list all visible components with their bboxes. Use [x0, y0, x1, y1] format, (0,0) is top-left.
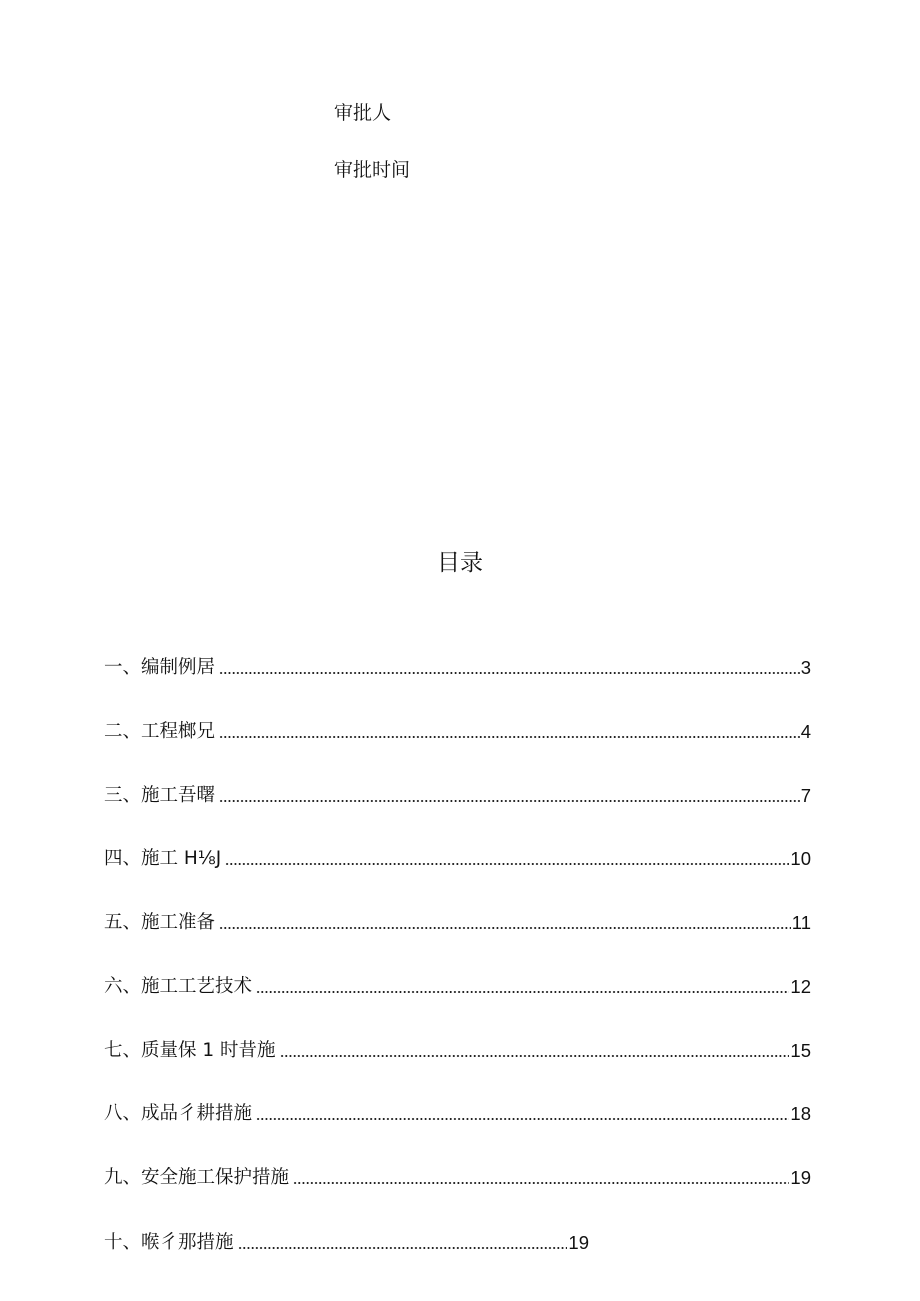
toc-entry-label: 六、施工工艺技术	[104, 976, 253, 997]
toc-entry-2[interactable]	[104, 719, 811, 745]
toc-dot-leader	[256, 990, 789, 994]
toc-entry-label: 三、施工吾曙	[104, 785, 216, 806]
toc-entry-7[interactable]	[104, 1038, 811, 1064]
toc-dot-leader	[219, 671, 800, 675]
toc-entry-10[interactable]	[104, 1230, 589, 1256]
toc-page-number: 10	[790, 848, 811, 869]
toc-page-number: 12	[790, 976, 811, 997]
toc-entry-1[interactable]	[104, 655, 811, 681]
approval-time-label: 审批时间	[334, 159, 411, 181]
toc-page-number: 19	[790, 1167, 811, 1188]
toc-dot-leader	[293, 1181, 789, 1185]
toc-entry-label: 二、工程榔兄	[104, 721, 216, 742]
toc-page-number: 18	[790, 1103, 811, 1124]
toc-entry-label: 八、成品彳耕措施	[104, 1103, 253, 1124]
toc-entry-8[interactable]	[104, 1101, 811, 1127]
toc-entry-label: 九、安全施工保护措施	[104, 1167, 290, 1188]
toc-dot-leader	[219, 926, 791, 930]
toc-dot-leader	[238, 1246, 568, 1250]
toc-dot-leader	[219, 735, 800, 739]
toc-entry-5[interactable]	[104, 910, 811, 936]
toc-page-number: 19	[568, 1232, 589, 1253]
toc-page-number: 4	[800, 721, 811, 742]
toc-entry-9[interactable]	[104, 1165, 811, 1191]
toc-entry-6[interactable]	[104, 974, 811, 1000]
toc-entry-label: 七、质量保 1 时昔施	[104, 1040, 276, 1061]
toc-entry-label: 四、施工 H⅛J	[104, 848, 222, 869]
toc-entry-label: 一、编制例居	[104, 657, 216, 678]
toc-title: 目录	[437, 550, 483, 576]
toc-page-number: 7	[800, 785, 811, 806]
approver-label: 审批人	[334, 102, 392, 124]
toc-dot-leader	[280, 1054, 790, 1058]
toc-dot-leader	[225, 862, 789, 866]
toc-page-number: 11	[791, 912, 811, 933]
toc-page-number: 3	[800, 657, 811, 678]
toc-dot-leader	[219, 799, 800, 803]
toc-page-number: 15	[790, 1040, 811, 1061]
toc-entry-3[interactable]	[104, 783, 811, 809]
toc-entry-label: 五、施工准备	[104, 912, 216, 933]
toc-entry-4[interactable]	[104, 846, 811, 872]
toc-entry-label: 十、喉彳那措施	[104, 1232, 234, 1253]
toc-dot-leader	[256, 1117, 789, 1121]
